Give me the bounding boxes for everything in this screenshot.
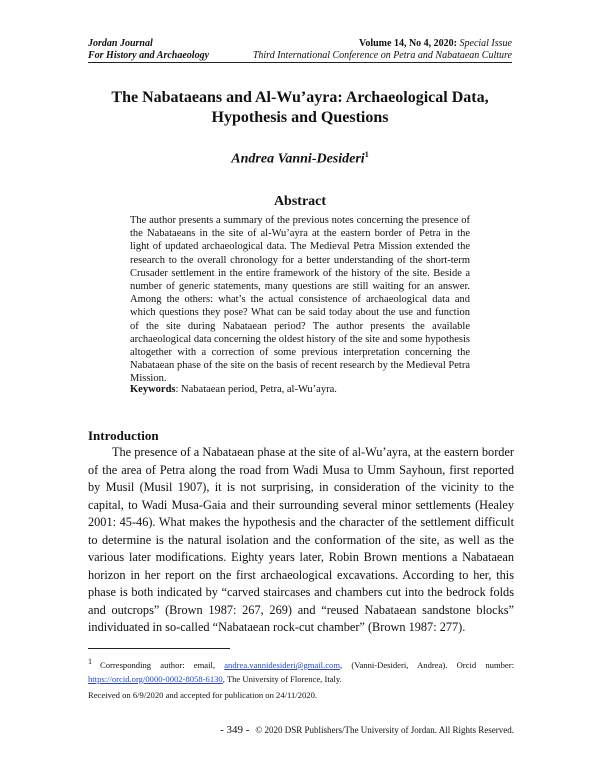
introduction-heading: Introduction	[88, 428, 159, 443]
author-email-link[interactable]: andrea.vannidesideri@gmail.com	[224, 659, 341, 670]
page-number: - 349 -	[220, 724, 250, 736]
conference-name: Third International Conference on Petra and Nabataean Culture	[252, 50, 512, 61]
author-name: Andrea Vanni-Desideri$^1$	[231, 150, 369, 167]
introduction-text: The presence of a Nabataean phase at the site of al-Wu’ayra, at the eastern border of the area of Petra along the road from Wadi Musa to Umm Sayhoun, first reported by Musil (Musil 1907), it is not surprising, in consideration of the vicinity to the capital, to Wadi Musa-Gaia and their surrounding several minor settlements (Healey 2001: 45-46). What makes the hypothesis and the character of the settlement difficult to determine is the natural isolation and the conformation of the site, as well as the various later modifications. Eighty years later, Robin Brown mentions a Nabataean horizon in her report on the first archaeological excavations. According to her, this phase is both indicated by “carved staircases and chambers cut into the bedrock folds and outcrops” (Brown 1987: 267, 269) and “reused Nabataean sandstone blocks” individuated in so-called “Nabataean rock-cut chamber” (Brown 1987: 277).	[88, 445, 514, 634]
journal-name	[88, 38, 209, 62]
footnote: $^1$ Corresponding author: email, andrea.vannidesideri@gmail.com, (Vanni-Desideri, Andrea). Orcid number: https://orcid.org/0000-0002-8058-6130, The University of Florence, Italy.	[88, 657, 514, 684]
abstract-heading: Abstract	[273, 194, 327, 209]
journal-name-line2: For History and Archaeology	[88, 50, 210, 61]
keywords	[130, 384, 470, 395]
issue-volume-line	[253, 38, 512, 50]
journal-name-line1: Jordan Journal	[88, 38, 153, 49]
header-divider	[88, 62, 512, 63]
abstract-text: The author presents a summary of the previous notes concerning the presence of the Nabataeans in the site of al-Wu’ayra at the eastern border of Petra in the light of updated archaeological data. The Medieval Petra Mission extended the research to the overall chronology for a better understanding of the short-term Crusader settlement in the entire framework of the history of the site. Beside a number of generic statements, many questions are still waiting for an answer. Among the others: what’s the actual consistence of archaeological data and which questions they pose? What can be said today about the use and function of the site during Nabataean period? The author presents the available archaeological data concerning the oldest history of the site and some hypothesis altogether with a correction of some previous interpretation concerning the Nabataean phase of the site on the basis of recent research by the Medieval Petra Mission.	[130, 215, 470, 385]
footnote-divider	[88, 648, 230, 649]
article-title-line1: The Nabataeans and Al-Wu’ayra: Archaeological Data,	[111, 89, 489, 106]
special-issue-text: Special Issue	[459, 38, 512, 49]
copyright: © 2020 DSR Publishers/The University of Jordan. All Rights Reserved.	[255, 725, 514, 735]
volume-text: Volume 14, No 4, 2020:	[359, 38, 460, 49]
keywords-list: : Nabataean period, Petra, al-Wu’ayra.	[175, 384, 337, 395]
received-date: Received on 6/9/2020 and accepted for publication on 24/11/2020.	[88, 690, 318, 700]
footnote-number: 1	[88, 657, 92, 666]
article-title-line2: Hypothesis and Questions	[211, 109, 389, 126]
page-footer	[220, 724, 514, 736]
orcid-link[interactable]: https://orcid.org/0000-0002-8058-6130	[88, 673, 223, 684]
keywords-label: Keywords	[130, 384, 176, 395]
author-footnote-marker[interactable]: 1	[364, 150, 369, 159]
article-title	[100, 88, 500, 128]
issue-info	[253, 38, 512, 62]
